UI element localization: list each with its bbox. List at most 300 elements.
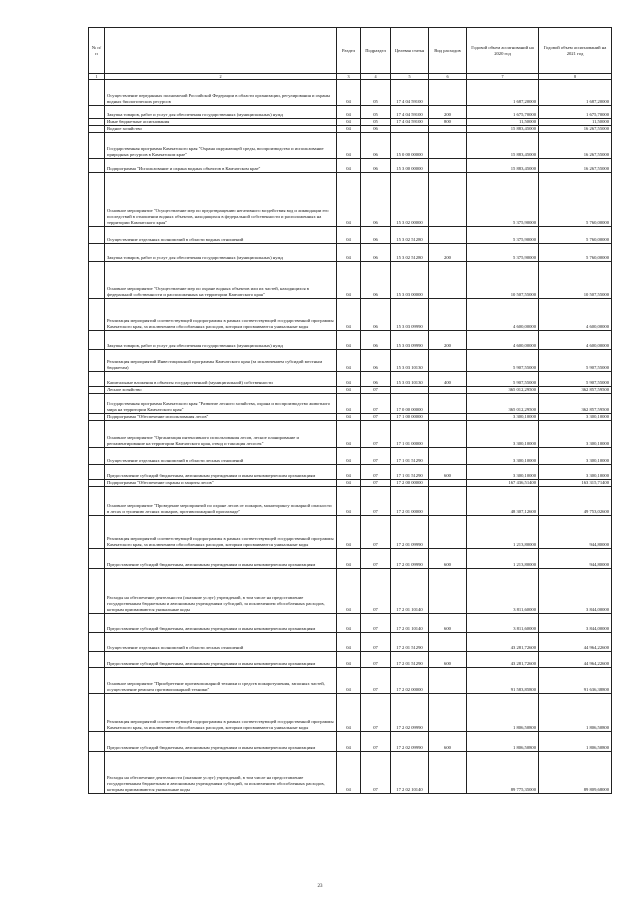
item-name-cell: Предоставление субсидий бюджетным, автономным учреждениям и иным некоммерческим организациям <box>105 652 337 668</box>
subsection-cell: 06 <box>361 227 391 244</box>
amount-2020-cell: 3 300,10000 <box>467 414 539 421</box>
table-row <box>89 106 612 119</box>
amount-2021-cell: 5 760,00000 <box>539 227 612 244</box>
amount-2021-cell: 3 300,10000 <box>539 414 612 421</box>
row-number-cell <box>89 480 105 487</box>
section-cell: 04 <box>337 652 361 668</box>
expense-type-cell <box>429 414 467 421</box>
section-cell: 04 <box>337 299 361 331</box>
col-header-amount-2021: Годовой объем ассигнований на 2021 год <box>539 28 612 74</box>
table-row <box>89 159 612 173</box>
amount-2021-cell: 3 300,10000 <box>539 465 612 480</box>
target-article-cell: 17 2 01 10140 <box>391 569 429 614</box>
table-row <box>89 549 612 569</box>
amount-2021-cell: 1 806,50800 <box>539 694 612 732</box>
target-article-cell: 15 0 00 00000 <box>391 133 429 159</box>
amount-2020-cell: 15 883,45000 <box>467 159 539 173</box>
amount-2021-cell: 3 844,00000 <box>539 614 612 633</box>
budget-table <box>88 27 612 794</box>
table-row <box>89 387 612 394</box>
section-cell: 04 <box>337 633 361 652</box>
target-article-cell: 17 2 01 09990 <box>391 516 429 549</box>
expense-type-cell: 200 <box>429 244 467 262</box>
row-number-cell <box>89 465 105 480</box>
amount-2021-cell: 10 507,55000 <box>539 262 612 299</box>
row-number-cell <box>89 694 105 732</box>
item-name-cell: Подпрограмма "Использование и охрана водных объектов в Камчатском крае" <box>105 159 337 173</box>
amount-2020-cell: 5 375,90000 <box>467 173 539 227</box>
amount-2020-cell: 15 883,45000 <box>467 133 539 159</box>
amount-2020-cell: 3 300,10000 <box>467 421 539 448</box>
table-row <box>89 421 612 448</box>
amount-2020-cell: 1 687,20000 <box>467 80 539 106</box>
row-number-cell <box>89 394 105 414</box>
target-article-cell: 17 4 04 59100 <box>391 119 429 126</box>
subsection-cell: 06 <box>361 372 391 387</box>
section-cell: 04 <box>337 668 361 694</box>
table-row <box>89 694 612 732</box>
column-number: 2 <box>105 74 337 80</box>
section-cell: 04 <box>337 448 361 465</box>
expense-type-cell: 800 <box>429 119 467 126</box>
table-row <box>89 372 612 387</box>
target-article-cell <box>391 387 429 394</box>
subsection-cell: 07 <box>361 569 391 614</box>
row-number-cell <box>89 549 105 569</box>
amount-2020-cell: 48 307,12600 <box>467 487 539 516</box>
row-number-cell <box>89 516 105 549</box>
target-article-cell: 17 2 01 00000 <box>391 487 429 516</box>
amount-2020-cell: 3 811,60000 <box>467 614 539 633</box>
table-row <box>89 133 612 159</box>
row-number-cell <box>89 668 105 694</box>
subsection-cell: 07 <box>361 652 391 668</box>
subsection-cell: 07 <box>361 387 391 394</box>
amount-2021-cell: 3 300,10000 <box>539 448 612 465</box>
amount-2021-cell: 1 687,20000 <box>539 80 612 106</box>
target-article-cell: 15 3 03 10130 <box>391 350 429 372</box>
expense-type-cell <box>429 262 467 299</box>
amount-2021-cell: 16 267,55000 <box>539 159 612 173</box>
amount-2021-cell: 91 636,38800 <box>539 668 612 694</box>
subsection-cell: 07 <box>361 487 391 516</box>
section-cell: 04 <box>337 694 361 732</box>
table-row <box>89 465 612 480</box>
row-number-cell <box>89 299 105 331</box>
amount-2021-cell: 16 267,55000 <box>539 133 612 159</box>
amount-2021-cell: 1 675,70000 <box>539 106 612 119</box>
table-header-row <box>89 28 612 74</box>
amount-2021-cell: 4 600,00000 <box>539 331 612 350</box>
item-name-cell: Предоставление субсидий бюджетным, автономным учреждениям и иным некоммерческим организациям <box>105 614 337 633</box>
subsection-cell: 06 <box>361 331 391 350</box>
subsection-cell: 07 <box>361 516 391 549</box>
target-article-cell: 17 2 01 51290 <box>391 652 429 668</box>
row-number-cell <box>89 119 105 126</box>
subsection-cell: 07 <box>361 480 391 487</box>
item-name-cell: Расходы на обеспечение деятельности (оказание услуг) учреждений, в том числе на предоставление государственным бюджетным и автономным учреждениям субсидий, за исключением обособленных расходов, которым присваиваются уникальные коды <box>105 752 337 794</box>
amount-2021-cell: 3 300,10000 <box>539 421 612 448</box>
target-article-cell: 15 3 02 00000 <box>391 173 429 227</box>
row-number-cell <box>89 227 105 244</box>
expense-type-cell: 200 <box>429 106 467 119</box>
column-number: 4 <box>361 74 391 80</box>
col-header-target-article: Целевая статья <box>391 28 429 74</box>
row-number-cell <box>89 487 105 516</box>
expense-type-cell <box>429 569 467 614</box>
section-cell: 04 <box>337 569 361 614</box>
table-row <box>89 614 612 633</box>
row-number-cell <box>89 569 105 614</box>
row-number-cell <box>89 372 105 387</box>
item-name-cell: Основное мероприятие "Приобретение противопожарной техники и средств пожаротушения, запасных частей, осуществление ремонта противопожарной техники" <box>105 668 337 694</box>
item-name-cell: Иные бюджетные ассигнования <box>105 119 337 126</box>
row-number-cell <box>89 732 105 752</box>
item-name-cell: Предоставление субсидий бюджетным, автономным учреждениям и иным некоммерческим организациям <box>105 549 337 569</box>
target-article-cell: 17 2 02 09990 <box>391 732 429 752</box>
item-name-cell: Осуществление отдельных полномочий в области лесных отношений <box>105 448 337 465</box>
expense-type-cell <box>429 694 467 732</box>
table-row <box>89 752 612 794</box>
amount-2020-cell: 365 012,29500 <box>467 394 539 414</box>
section-cell: 04 <box>337 173 361 227</box>
subsection-cell: 05 <box>361 119 391 126</box>
table-row <box>89 487 612 516</box>
subsection-cell: 07 <box>361 421 391 448</box>
item-name-cell: Водное хозяйство <box>105 126 337 133</box>
amount-2021-cell: 1 806,50800 <box>539 732 612 752</box>
item-name-cell: Осуществление отдельных полномочий в области лесных отношений <box>105 633 337 652</box>
subsection-cell: 06 <box>361 244 391 262</box>
table-row <box>89 414 612 421</box>
amount-2021-cell: 11,50000 <box>539 119 612 126</box>
amount-2020-cell: 1 806,50800 <box>467 732 539 752</box>
expense-type-cell: 600 <box>429 652 467 668</box>
row-number-cell <box>89 173 105 227</box>
expense-type-cell <box>429 516 467 549</box>
section-cell: 04 <box>337 372 361 387</box>
table-row <box>89 480 612 487</box>
target-article-cell: 15 3 03 00000 <box>391 262 429 299</box>
section-cell: 04 <box>337 350 361 372</box>
amount-2020-cell: 3 811,60000 <box>467 569 539 614</box>
amount-2021-cell: 5 760,00000 <box>539 244 612 262</box>
row-number-cell <box>89 652 105 668</box>
amount-2020-cell: 5 375,90000 <box>467 244 539 262</box>
expense-type-cell: 600 <box>429 549 467 569</box>
amount-2020-cell: 89 775,35000 <box>467 752 539 794</box>
subsection-cell: 07 <box>361 668 391 694</box>
expense-type-cell <box>429 448 467 465</box>
column-number: 3 <box>337 74 361 80</box>
expense-type-cell <box>429 227 467 244</box>
amount-2021-cell: 44 964,22600 <box>539 633 612 652</box>
item-name-cell: Реализация мероприятий соответствующей подпрограммы в рамках соответствующей государственной программы Камчатского края, за исключением обособленных расходов, которым присваиваются уникальные коды <box>105 299 337 331</box>
section-cell: 04 <box>337 80 361 106</box>
expense-type-cell <box>429 487 467 516</box>
section-cell: 04 <box>337 465 361 480</box>
target-article-cell: 17 4 04 59100 <box>391 80 429 106</box>
amount-2021-cell: 5 907,55000 <box>539 350 612 372</box>
target-article-cell: 15 3 03 10130 <box>391 372 429 387</box>
section-cell: 04 <box>337 614 361 633</box>
item-name-cell: Подпрограмма "Обеспечение использования лесов" <box>105 414 337 421</box>
target-article-cell: 15 3 00 00000 <box>391 159 429 173</box>
col-header-amount-2020: Годовой объем ассигнований на 2020 год <box>467 28 539 74</box>
expense-type-cell <box>429 421 467 448</box>
expense-type-cell: 400 <box>429 372 467 387</box>
target-article-cell: 15 3 02 51280 <box>391 227 429 244</box>
target-article-cell <box>391 126 429 133</box>
item-name-cell: Осуществление отдельных полномочий в области водных отношений <box>105 227 337 244</box>
table-row <box>89 569 612 614</box>
table-row <box>89 394 612 414</box>
row-number-cell <box>89 262 105 299</box>
row-number-cell <box>89 133 105 159</box>
amount-2020-cell: 365 012,29500 <box>467 387 539 394</box>
section-cell: 04 <box>337 516 361 549</box>
subsection-cell: 06 <box>361 126 391 133</box>
table-row <box>89 732 612 752</box>
amount-2020-cell: 15 883,45000 <box>467 126 539 133</box>
amount-2021-cell: 944,80000 <box>539 549 612 569</box>
expense-type-cell <box>429 480 467 487</box>
expense-type-cell: 200 <box>429 331 467 350</box>
item-name-cell: Закупка товаров, работ и услуг для обеспечения государственных (муниципальных) нужд <box>105 244 337 262</box>
item-name-cell: Основное мероприятие "Проведение мероприятий по охране лесов от пожаров, мониторингу пожарной опасности в лесах и тушению лесных пожаров, противопожарной пропаганде" <box>105 487 337 516</box>
amount-2020-cell: 5 375,90000 <box>467 227 539 244</box>
row-number-cell <box>89 244 105 262</box>
section-cell: 04 <box>337 732 361 752</box>
item-name-cell: Государственная программа Камчатского края "Развитие лесного хозяйства, охрана и воспроизводство животного мира на территории Камчатского края" <box>105 394 337 414</box>
row-number-cell <box>89 633 105 652</box>
target-article-cell: 17 2 01 09990 <box>391 549 429 569</box>
table-row <box>89 516 612 549</box>
subsection-cell: 05 <box>361 106 391 119</box>
item-name-cell: Реализация мероприятий Инвестиционной программы Камчатского края (за исключением субсидий местным бюджетам) <box>105 350 337 372</box>
row-number-cell <box>89 106 105 119</box>
row-number-cell <box>89 159 105 173</box>
subsection-cell: 07 <box>361 448 391 465</box>
expense-type-cell <box>429 752 467 794</box>
amount-2021-cell: 944,80000 <box>539 516 612 549</box>
target-article-cell: 17 4 04 59100 <box>391 106 429 119</box>
expense-type-cell <box>429 633 467 652</box>
target-article-cell: 15 3 03 09990 <box>391 331 429 350</box>
item-name-cell: Подпрограмма "Обеспечение охраны и защиты лесов" <box>105 480 337 487</box>
row-number-cell <box>89 448 105 465</box>
item-name-cell: Основное мероприятие "Организация интенсивного использования лесов, лесное планирование и регламентирование на территории Камчатского края, отвод и таксация лесосек" <box>105 421 337 448</box>
column-number: 1 <box>89 74 105 80</box>
table-body <box>89 80 612 794</box>
table-row <box>89 126 612 133</box>
item-name-cell: Закупка товаров, работ и услуг для обеспечения государственных (муниципальных) нужд <box>105 106 337 119</box>
row-number-cell <box>89 331 105 350</box>
table-row <box>89 331 612 350</box>
amount-2020-cell: 3 300,10000 <box>467 465 539 480</box>
section-cell: 04 <box>337 126 361 133</box>
row-number-cell <box>89 752 105 794</box>
amount-2020-cell: 5 907,55000 <box>467 372 539 387</box>
table-row <box>89 119 612 126</box>
section-cell: 04 <box>337 133 361 159</box>
section-cell: 04 <box>337 421 361 448</box>
item-name-cell: Лесное хозяйство <box>105 387 337 394</box>
subsection-cell: 06 <box>361 350 391 372</box>
section-cell: 04 <box>337 262 361 299</box>
subsection-cell: 07 <box>361 414 391 421</box>
amount-2020-cell: 11,50000 <box>467 119 539 126</box>
column-number: 6 <box>429 74 467 80</box>
subsection-cell: 07 <box>361 633 391 652</box>
amount-2021-cell: 44 964,22600 <box>539 652 612 668</box>
target-article-cell: 17 1 01 00000 <box>391 421 429 448</box>
target-article-cell: 17 1 01 51290 <box>391 448 429 465</box>
item-name-cell: Предоставление субсидий бюджетным, автономным учреждениям и иным некоммерческим организациям <box>105 465 337 480</box>
budget-table-page <box>88 27 611 794</box>
subsection-cell: 05 <box>361 80 391 106</box>
expense-type-cell <box>429 126 467 133</box>
row-number-cell <box>89 414 105 421</box>
item-name-cell: Реализация мероприятий соответствующей подпрограммы в рамках соответствующей государственной программы Камчатского края, за исключением обособленных расходов, которым присваиваются уникальные коды <box>105 516 337 549</box>
section-cell: 04 <box>337 244 361 262</box>
target-article-cell: 15 3 03 09990 <box>391 299 429 331</box>
row-number-cell <box>89 387 105 394</box>
subsection-cell: 06 <box>361 159 391 173</box>
expense-type-cell <box>429 394 467 414</box>
table-row <box>89 173 612 227</box>
table-row <box>89 80 612 106</box>
amount-2021-cell: 5 907,55000 <box>539 372 612 387</box>
target-article-cell: 15 3 02 51280 <box>391 244 429 262</box>
subsection-cell: 07 <box>361 549 391 569</box>
subsection-cell: 06 <box>361 173 391 227</box>
expense-type-cell: 600 <box>429 732 467 752</box>
subsection-cell: 07 <box>361 694 391 732</box>
amount-2021-cell: 89 809,68000 <box>539 752 612 794</box>
amount-2020-cell: 3 300,10000 <box>467 448 539 465</box>
amount-2020-cell: 91 583,85800 <box>467 668 539 694</box>
item-name-cell: Основное мероприятие "Осуществление мер по предотвращению негативного воздействия вод и ликвидации его последствий в отношении водных объектов, находящихся в федеральной собственности и расположенных на территории Камчатского края" <box>105 173 337 227</box>
section-cell: 04 <box>337 227 361 244</box>
amount-2020-cell: 10 507,55000 <box>467 262 539 299</box>
expense-type-cell <box>429 173 467 227</box>
section-cell: 04 <box>337 752 361 794</box>
amount-2021-cell: 4 600,00000 <box>539 299 612 331</box>
subsection-cell: 07 <box>361 465 391 480</box>
subsection-cell: 07 <box>361 614 391 633</box>
target-article-cell: 17 2 02 10140 <box>391 752 429 794</box>
target-article-cell: 17 1 00 00000 <box>391 414 429 421</box>
amount-2021-cell: 3 844,00000 <box>539 569 612 614</box>
table-row <box>89 244 612 262</box>
expense-type-cell <box>429 133 467 159</box>
target-article-cell: 17 2 01 10140 <box>391 614 429 633</box>
item-name-cell: Предоставление субсидий бюджетным, автономным учреждениям и иным некоммерческим организациям <box>105 732 337 752</box>
item-name-cell: Расходы на обеспечение деятельности (оказание услуг) учреждений, в том числе на предоставление государственным бюджетным и автономным учреждениям субсидий, за исключением обособленных расходов, которым присваиваются уникальные коды <box>105 569 337 614</box>
row-number-cell <box>89 350 105 372</box>
expense-type-cell <box>429 387 467 394</box>
amount-2021-cell: 163 315,71400 <box>539 480 612 487</box>
amount-2021-cell: 16 267,55000 <box>539 126 612 133</box>
table-row <box>89 350 612 372</box>
col-header-name <box>105 28 337 74</box>
expense-type-cell <box>429 299 467 331</box>
amount-2020-cell: 4 600,00000 <box>467 331 539 350</box>
subsection-cell: 06 <box>361 262 391 299</box>
target-article-cell: 17 2 02 00000 <box>391 668 429 694</box>
table-row <box>89 448 612 465</box>
section-cell: 04 <box>337 331 361 350</box>
section-cell: 04 <box>337 387 361 394</box>
row-number-cell <box>89 614 105 633</box>
amount-2020-cell: 1 675,70000 <box>467 106 539 119</box>
amount-2021-cell: 362 857,59500 <box>539 394 612 414</box>
subsection-cell: 07 <box>361 732 391 752</box>
row-number-cell <box>89 126 105 133</box>
table-row <box>89 262 612 299</box>
item-name-cell: Государственная программа Камчатского края "Охрана окружающей среды, воспроизводство и использование природных ресурсов в Камчатском крае" <box>105 133 337 159</box>
row-number-cell <box>89 80 105 106</box>
col-header-number: № п/п <box>89 28 105 74</box>
row-number-cell <box>89 421 105 448</box>
item-name-cell: Капитальные вложения в объекты государственной (муниципальной) собственности <box>105 372 337 387</box>
target-article-cell: 17 2 01 51290 <box>391 633 429 652</box>
amount-2020-cell: 167 436,51400 <box>467 480 539 487</box>
target-article-cell: 17 1 01 51290 <box>391 465 429 480</box>
subsection-cell: 06 <box>361 133 391 159</box>
target-article-cell: 17 0 00 00000 <box>391 394 429 414</box>
section-cell: 04 <box>337 159 361 173</box>
section-cell: 04 <box>337 119 361 126</box>
expense-type-cell: 600 <box>429 465 467 480</box>
item-name-cell: Реализация мероприятий соответствующей подпрограммы в рамках соответствующей государственной программы Камчатского края, за исключением обособленных расходов, которым присваиваются уникальные коды <box>105 694 337 732</box>
table-row <box>89 227 612 244</box>
col-header-section: Раздел <box>337 28 361 74</box>
section-cell: 04 <box>337 394 361 414</box>
item-name-cell: Основное мероприятие "Осуществление мер по охране водных объектов или их частей, находящихся в федеральной собственности и расположенных на территории Камчатского края" <box>105 262 337 299</box>
amount-2021-cell: 5 760,00000 <box>539 173 612 227</box>
item-name-cell: Осуществление переданных полномочий Российской Федерации в области организации, регулирования и охраны водных биологических ресурсов <box>105 80 337 106</box>
item-name-cell: Закупка товаров, работ и услуг для обеспечения государственных (муниципальных) нужд <box>105 331 337 350</box>
table-row <box>89 668 612 694</box>
amount-2020-cell: 1 213,80000 <box>467 516 539 549</box>
amount-2021-cell: 49 753,02600 <box>539 487 612 516</box>
column-number: 5 <box>391 74 429 80</box>
section-cell: 04 <box>337 414 361 421</box>
section-cell: 04 <box>337 549 361 569</box>
column-number: 8 <box>539 74 612 80</box>
table-row <box>89 652 612 668</box>
amount-2020-cell: 43 281,72600 <box>467 633 539 652</box>
amount-2020-cell: 1 806,50800 <box>467 694 539 732</box>
col-header-subsection: Подраздел <box>361 28 391 74</box>
page-number: 23 <box>317 884 323 889</box>
expense-type-cell: 600 <box>429 614 467 633</box>
expense-type-cell <box>429 159 467 173</box>
column-number: 7 <box>467 74 539 80</box>
target-article-cell: 17 2 00 00000 <box>391 480 429 487</box>
subsection-cell: 07 <box>361 394 391 414</box>
amount-2021-cell: 362 857,59500 <box>539 387 612 394</box>
table-row <box>89 299 612 331</box>
subsection-cell: 07 <box>361 752 391 794</box>
amount-2020-cell: 43 281,72600 <box>467 652 539 668</box>
section-cell: 04 <box>337 487 361 516</box>
section-cell: 04 <box>337 106 361 119</box>
subsection-cell: 06 <box>361 299 391 331</box>
expense-type-cell <box>429 668 467 694</box>
